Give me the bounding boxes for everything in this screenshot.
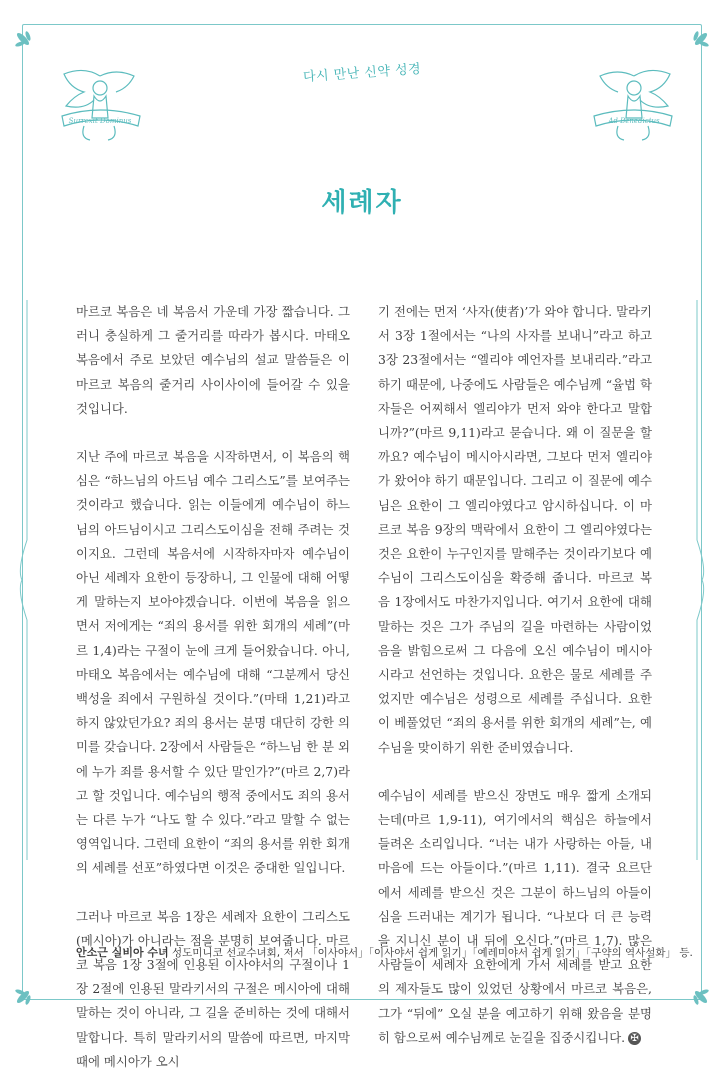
- frame-right-ornament: [695, 300, 709, 860]
- corner-leaf-icon-top-left: [14, 30, 40, 56]
- series-title: 다시 만난 신약 성경: [302, 61, 422, 86]
- author-name: 안소근 실비아 수녀: [76, 946, 169, 959]
- paragraph: 그러나 마르코 복음 1장은 세례자 요한이 그리스도(메시아)가 아니라는 점을 분명히 보여줍니다. 마르코 복음 1장 3절에 인용된 이사야서의 구절이나 1장 2절에 인용된 말라키서의 구절은 메시아에 대해 말하는 것이 아니라, 그 길을 준비하는 것에 대해서 말합니다. 특히 말라키서의 말씀에 따르면, 마지막 때에 메시아가 오시: [76, 908, 350, 1069]
- paragraph: 기 전에는 먼저 ‘사자(使者)’가 와야 합니다. 말라키서 3장 1절에서는 “나의 사자를 보내니”라고 하고 3장 23절에서는 “엘리야 예언자를 보내리라.”라고 하기 때문에, 나중에도 사람들은 예수님께 “율법 학자들은 어찌해서 엘리야가 먼저 와야 한다고 말합니까?”(마르 9,11)라고 묻습니다. 왜 이 질문을 할까요? 예수님이 메시아시라면, 그보다 먼저 엘리야가 왔어야 하기 때문입니다. 그리고 이 질문에 예수님은 요한이 그 엘리야였다고 암시하십니다. 이 마르코 복음 9장의 맥락에서 요한이 그 엘리야였다는 것은 요한이 누구인지를 말해주는 것이라기보다 예수님이 그리스도이심을 확증해 줍니다. 마르코 복음 1장에서도 마찬가지입니다. 여기서 요한에 대해 말하는 것은 그가 주님의 길을 마련하는 사람이었음을 밝힘으로써 그 다음에 오신 예수님이 메시아시라고 선언하는 것입니다. 요한은 물로 세례를 주었지만 예수님은 성령으로 세례를 주십니다. 요한이 베풀었던 “죄의 용서를 위한 회개의 세례”는, 예수님을 맞이하기 위한 준비였습니다.: [378, 304, 652, 755]
- end-mark-icon: ✠: [628, 1032, 641, 1045]
- paragraph: 지난 주에 마르코 복음을 시작하면서, 이 복음의 핵심은 “하느님의 아드님 예수 그리스도”를 보여주는 것이라고 했습니다. 읽는 이들에게 예수님이 하느님의 아드님이시고 그리스도이심을 전해 주려는 것이지요. 그런데 복음서에 시작하자마자 예수님이 아닌 세례자 요한이 등장하니, 그 인물에 대해 어떻게 말하는지 보아야겠습니다. 이번에 복음을 읽으면서 저에게는 “죄의 용서를 위한 회개의 세례”(마르 1,4)라는 구절이 눈에 크게 들어왔습니다. 아니, 마태오 복음에서는 예수님에 대해 “그분께서 당신 백성을 죄에서 구원하실 것이다.”(마태 1,21)라고 하지 않았던가요? 죄의 용서는 분명 대단히 강한 의미를 갖습니다. 2장에서 사람들은 “하느님 한 분 외에 누가 죄를 용서할 수 있단 말인가?”(마르 2,7)라고 할 것입니다. 예수님의 행적 중에서도 죄의 용서는 다른 누가 “나도 할 수 있다.”라고 말할 수 없는 영역입니다. 그런데 요한이 “죄의 용서를 위한 회개의 세례를 선포”하였다면 이것은 중대한 일입니다.: [76, 449, 350, 876]
- right-column: [378, 300, 652, 1050]
- paragraph: 마르코 복음은 네 복음서 가운데 가장 짧습니다. 그러니 충실하게 그 줄거리를 따라가 봅시다. 마태오 복음에서 주로 보았던 예수님의 설교 말씀들은 이 마르코 복음의 줄거리 사이사이에 들어갈 수 있을 것입니다.: [76, 304, 350, 416]
- paragraph-text: 예수님이 세례를 받으신 장면도 매우 짧게 소개되는데(마르 1,9-11), 여기에서의 핵심은 하늘에서 들려온 소리입니다. “너는 내가 사랑하는 아들, 내 마음에 드는 아들이다.”(마르 1,11). 결국 요르단에서 세례를 받으신 것은 그분이 하느님의 아들이심을 드러내는 계기가 됩니다. “나보다 더 큰 능력을 지니신 분이 내 뒤에 오신다.”(마르 1,7). 많은 사람들이 세례자 요한에게 가서 세례를 받고 요한의 제자들도 많이 있었던 상황에서 마르코 복음은, 그가 “뒤에” 오실 분을 예고하기 위해 왔음을 분명히 함으로써 예수님께로 눈길을 집중시킵니다.: [378, 787, 652, 1045]
- angel-left-icon: [54, 66, 146, 144]
- corner-leaf-icon-bottom-right: [684, 980, 710, 1006]
- angel-right-banner: Ad Benedictus: [608, 117, 660, 125]
- angel-left-banner: Surrexit Dominus: [68, 117, 132, 125]
- corner-leaf-icon-bottom-left: [14, 980, 40, 1006]
- paragraph: [378, 784, 652, 1050]
- page-title: 세례자: [321, 188, 403, 218]
- author-bio: 성도미니코 선교수녀회, 저서 「이사야서」「이사야서 쉽게 읽기」「예레미야서 쉽게 읽기」「구약의 역사설화」 등.: [172, 947, 693, 959]
- angel-right-icon: [588, 66, 680, 144]
- frame-left-ornament: [15, 300, 29, 860]
- author-line: [76, 944, 693, 960]
